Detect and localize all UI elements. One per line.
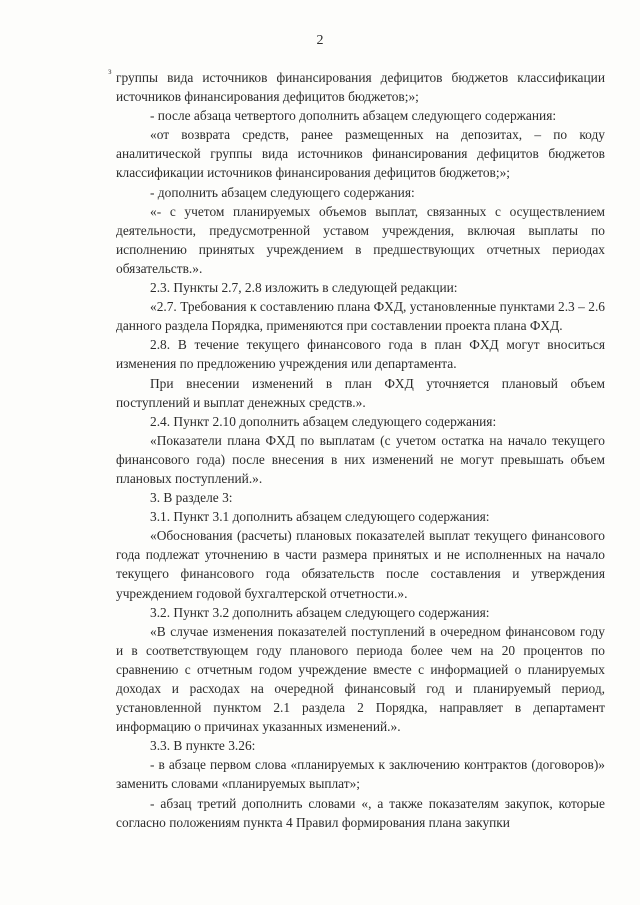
paragraph: - дополнить абзацем следующего содержания: [150,184,415,200]
paragraph: 2.3. Пункты 2.7, 2.8 изложить в следующей редакции: [150,280,458,296]
paragraph: 3.1. Пункт 3.1 дополнить абзацем следующего содержания: [150,509,490,525]
paragraph: 3.3. В пункте 3.26: [150,738,256,754]
paragraph: «от возврата средств, ранее размещенных на депозитах, – по коду аналитической группы вида источников финансирования дефицитов бюджетов классификации источников финансирования дефицитов бюджетов;»; [116,127,605,181]
paragraph: При внесении изменений в план ФХД уточняется плановый объем поступлений и выплат денежных средств.». [116,375,605,410]
scan-mark: з [108,66,112,76]
paragraph: «В случае изменения показателей поступлений в очередном финансовом году и в соответствующем году планового периода более чем на 20 процентов по сравнению с отчетным годом учреждение вместе с информацией о планируемых доходах и расходах на очередной финансовый год и планируемый период, установленной пунктом 2.1 раздела 2 Порядка, направляет в департамент информацию о причинах указанных изменений.». [116,623,605,735]
paragraph: 3.2. Пункт 3.2 дополнить абзацем следующего содержания: [150,604,490,620]
paragraph: «Обоснования (расчеты) плановых показателей выплат текущего финансового года подлежат уточнению в части размера принятых и не исполненных на начало текущего финансового года обязательств после составления и утверждения учреждением годовой бухгалтерской отчетности.». [116,528,605,601]
paragraph: - абзац третий дополнить словами «, а также показателям закупок, которые согласно положениям пункта 4 Правил формирования плана закупки [116,795,605,830]
paragraph: «- с учетом планируемых объемов выплат, связанных с осуществлением деятельности, предусмотренной уставом учреждения, включая выплаты по исполнению принятых учреждением в предшествующих отчетных периодах обязательств.». [116,203,605,276]
paragraph: «2.7. Требования к составлению плана ФХД, установленные пунктами 2.3 – 2.6 данного раздела Порядка, применяются при составлении проекта плана ФХД. [116,299,605,334]
paragraph: 2.8. В течение текущего финансового года в план ФХД могут вноситься изменения по предложению учреждения или департамента. [116,337,605,372]
page-number: 2 [316,33,324,48]
paragraph: - после абзаца четвертого дополнить абзацем следующего содержания: [150,108,557,124]
paragraph: группы вида источников финансирования дефицитов бюджетов классификации источников финансирования дефицитов бюджетов;»; [116,70,605,105]
document-body [116,68,605,832]
paragraph: 3. В разделе 3: [150,490,233,506]
paragraph: 2.4. Пункт 2.10 дополнить абзацем следующего содержания: [150,413,497,429]
paragraph: - в абзаце первом слова «планируемых к заключению контрактов (договоров)» заменить словами «планируемых выплат»; [116,757,605,792]
paragraph: «Показатели плана ФХД по выплатам (с учетом остатка на начало текущего финансового года) после внесения в них изменений не могут превышать объем плановых поступлений.». [116,432,605,486]
